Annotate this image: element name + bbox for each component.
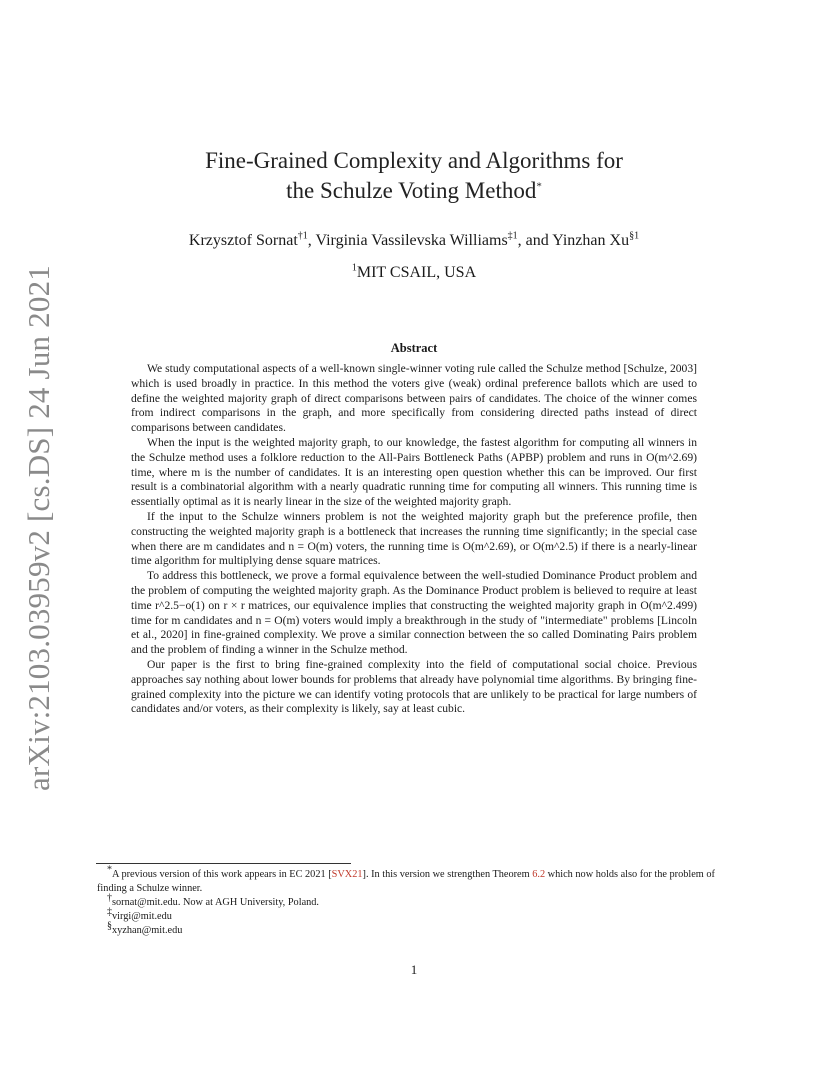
footnote-2-mark: † bbox=[107, 892, 112, 904]
abstract-paragraph-1: We study computational aspects of a well-known single-winner voting rule called the Schulze method [Schulze, 2003] which is used broadly in practice. In this method the voters give (weak) ordinal preference ballots which are used to define the weighted majority graph of direct comparisons between pairs of candidates. The choice of the winner comes from indirect comparisons in the graph, and more specifically from considering directed paths instead of direct comparisons between candidates. bbox=[131, 362, 697, 435]
title-footnote-mark: * bbox=[536, 180, 542, 193]
abstract-paragraph-2: When the input is the weighted majority graph, to our knowledge, the fastest algorithm for computing all winners in the Schulze method uses a folklore reduction to the All-Pairs Bottleneck Paths (APBP) problem and runs in O(m^2.69) time, where m is the number of candidates. It is an interesting open question whether this can be improved. Our first result is a combinatorial algorithm with a nearly quadratic running time for computing all winners. This running time is essentially optimal as it is nearly linear in the size of the weighted majority graph. bbox=[131, 435, 697, 509]
affiliation-mark: 1 bbox=[351, 262, 357, 274]
footnote-3 bbox=[97, 906, 733, 924]
affiliation-name: MIT CSAIL, USA bbox=[356, 264, 477, 281]
paper-title bbox=[100, 146, 728, 206]
abstract-paragraph-5: Our paper is the first to bring fine-grained complexity into the field of computational social choice. Previous approaches say nothing about lower bounds for problems that already have polynomial time algorithms. By bringing fine-grained complexity into the picture we can identify voting protocols that are unlikely to be practical for large numbers of candidates and/or voters, as their complexity is likely, say at least cubic. bbox=[131, 657, 697, 716]
author-separator-2: , and bbox=[517, 232, 553, 249]
author-1: Krzysztof Sornat bbox=[188, 232, 298, 249]
title-line-2 bbox=[100, 176, 728, 206]
footnote-4-text: xyzhan@mit.edu bbox=[112, 925, 183, 936]
abstract-paragraph-3: If the input to the Schulze winners problem is not the weighted majority graph but the preference profile, then constructing the weighted majority graph is a bottleneck that increases the running time significantly; in the special case when there are m candidates and n = O(m) voters, the running time is O(m^2.69), or O(m^2.5) if there is a nearly-linear time algorithm for multiplying dense square matrices. bbox=[131, 509, 697, 568]
theorem-link[interactable]: 6.2 bbox=[532, 869, 546, 880]
author-2: Virginia Vassilevska Williams bbox=[315, 232, 508, 249]
footnote-1-text-b: ]. In this version we strengthen Theorem bbox=[362, 869, 533, 880]
author-list bbox=[100, 230, 728, 252]
footnotes bbox=[97, 864, 733, 938]
abstract-heading: Abstract bbox=[390, 341, 438, 355]
abstract-paragraph-4: To address this bottleneck, we prove a formal equivalence between the well-studied Dominance Product problem and the problem of computing the weighted majority graph. As the Dominance Product problem is believed to require at least time r^2.5−o(1) on r × r matrices, our equivalence implies that constructing the weighted majority graph in O(m^2.499) time for m candidates and n = O(m) voters would imply a breakthrough in the study of "intermediate" problems [Lincoln et al., 2020] in fine-grained complexity. We prove a similar connection between the so called Dominating Pairs problem and the problem of finding a winner in the Schulze method. bbox=[131, 569, 697, 657]
affiliation bbox=[100, 262, 728, 284]
footnote-2-text: sornat@mit.edu. Now at AGH University, Poland. bbox=[112, 897, 320, 908]
footnote-1 bbox=[97, 864, 733, 896]
author-2-mark: ‡1 bbox=[507, 230, 518, 242]
footnote-1-text-c: which now holds also for the problem of finding a Schulze winner. bbox=[97, 869, 715, 894]
page-number: 1 bbox=[410, 962, 418, 977]
footnote-3-text: virgi@mit.edu bbox=[112, 911, 172, 922]
footnote-4 bbox=[97, 920, 733, 938]
arxiv-stamp-text: arXiv:2103.03959v2 [cs.DS] 24 Jun 2021 bbox=[21, 264, 56, 791]
title-line-1: Fine-Grained Complexity and Algorithms for bbox=[205, 148, 623, 173]
footnote-4-mark: § bbox=[107, 920, 112, 932]
author-3: Yinzhan Xu bbox=[552, 232, 630, 249]
author-separator-1: , bbox=[307, 232, 316, 249]
footnote-rule bbox=[96, 863, 351, 864]
abstract-body bbox=[131, 362, 697, 717]
author-1-mark: †1 bbox=[297, 230, 308, 242]
title-line-2-text: the Schulze Voting Method bbox=[286, 178, 537, 203]
citation-link-svx21[interactable]: SVX21 bbox=[331, 869, 363, 880]
author-3-mark: §1 bbox=[629, 230, 640, 242]
footnote-1-mark: * bbox=[107, 864, 112, 876]
footnote-3-mark: ‡ bbox=[107, 906, 112, 918]
footnote-2 bbox=[97, 892, 733, 910]
footnote-1-text-a: A previous version of this work appears in EC 2021 [ bbox=[112, 869, 332, 880]
arxiv-stamp bbox=[21, 264, 57, 791]
